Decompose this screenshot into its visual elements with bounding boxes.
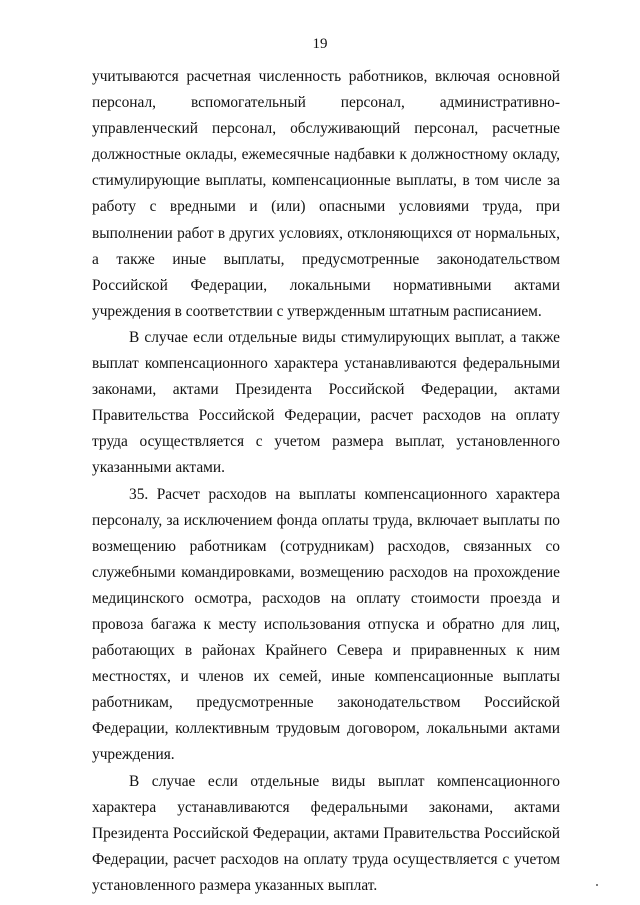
paragraph-continued: учитываются расчетная численность работников, включая основной персонал, вспомогательный персонал, административно-управленческий персонал, обслуживающий персонал, расчетные должностные оклады, ежемесячные надбавки к должностному окладу, стимулирующие выплаты, компенсационные выплаты, в том числе за работу с вредными и (или) опасными условиями труда, при выполнении работ в других условиях, отклоняющихся от нормальных, а также иные выплаты, предусмотренные законодательством Российской Федерации, локальными нормативными актами учреждения в соответствии с утвержденным штатным расписанием. bbox=[92, 68, 560, 320]
scan-speck bbox=[596, 884, 598, 886]
paragraph-compensation-payments: В случае если отдельные виды выплат компенсационного характера устанавливаются федеральными законами, актами Президента Российской Федерации, актами Правительства Российской Федерации, расчет расходов на оплату труда осуществляется с учетом установленного размера указанных выплат. bbox=[92, 772, 560, 894]
paragraph-item-35: 35. Расчет расходов на выплаты компенсационного характера персоналу, за исключением фонда оплаты труда, включает выплаты по возмещению работникам (сотрудникам) расходов, связанных со служебными командировками, возмещению расходов на прохождение медицинского осмотра, расходов на оплату стоимости проезда и провоза багажа к месту использования отпуска и обратно для лиц, работающих в районах Крайнего Севера и приравненных к ним местностях, и членов их семей, иные компенсационные выплаты работникам, предусмотренные законодательством Российской Федерации, коллективным трудовым договором, локальными актами учреждения. bbox=[92, 485, 560, 764]
paragraph-stimulating-payments: В случае если отдельные виды стимулирующих выплат, а также выплат компенсационного характера устанавливаются федеральными законами, актами Президента Российской Федерации, актами Правительства Российской Федерации, расчет расходов на оплату труда осуществляется с учетом размера выплат, установленного указанными актами. bbox=[92, 328, 560, 477]
document-body bbox=[92, 64, 560, 899]
page-number: 19 bbox=[312, 36, 328, 52]
